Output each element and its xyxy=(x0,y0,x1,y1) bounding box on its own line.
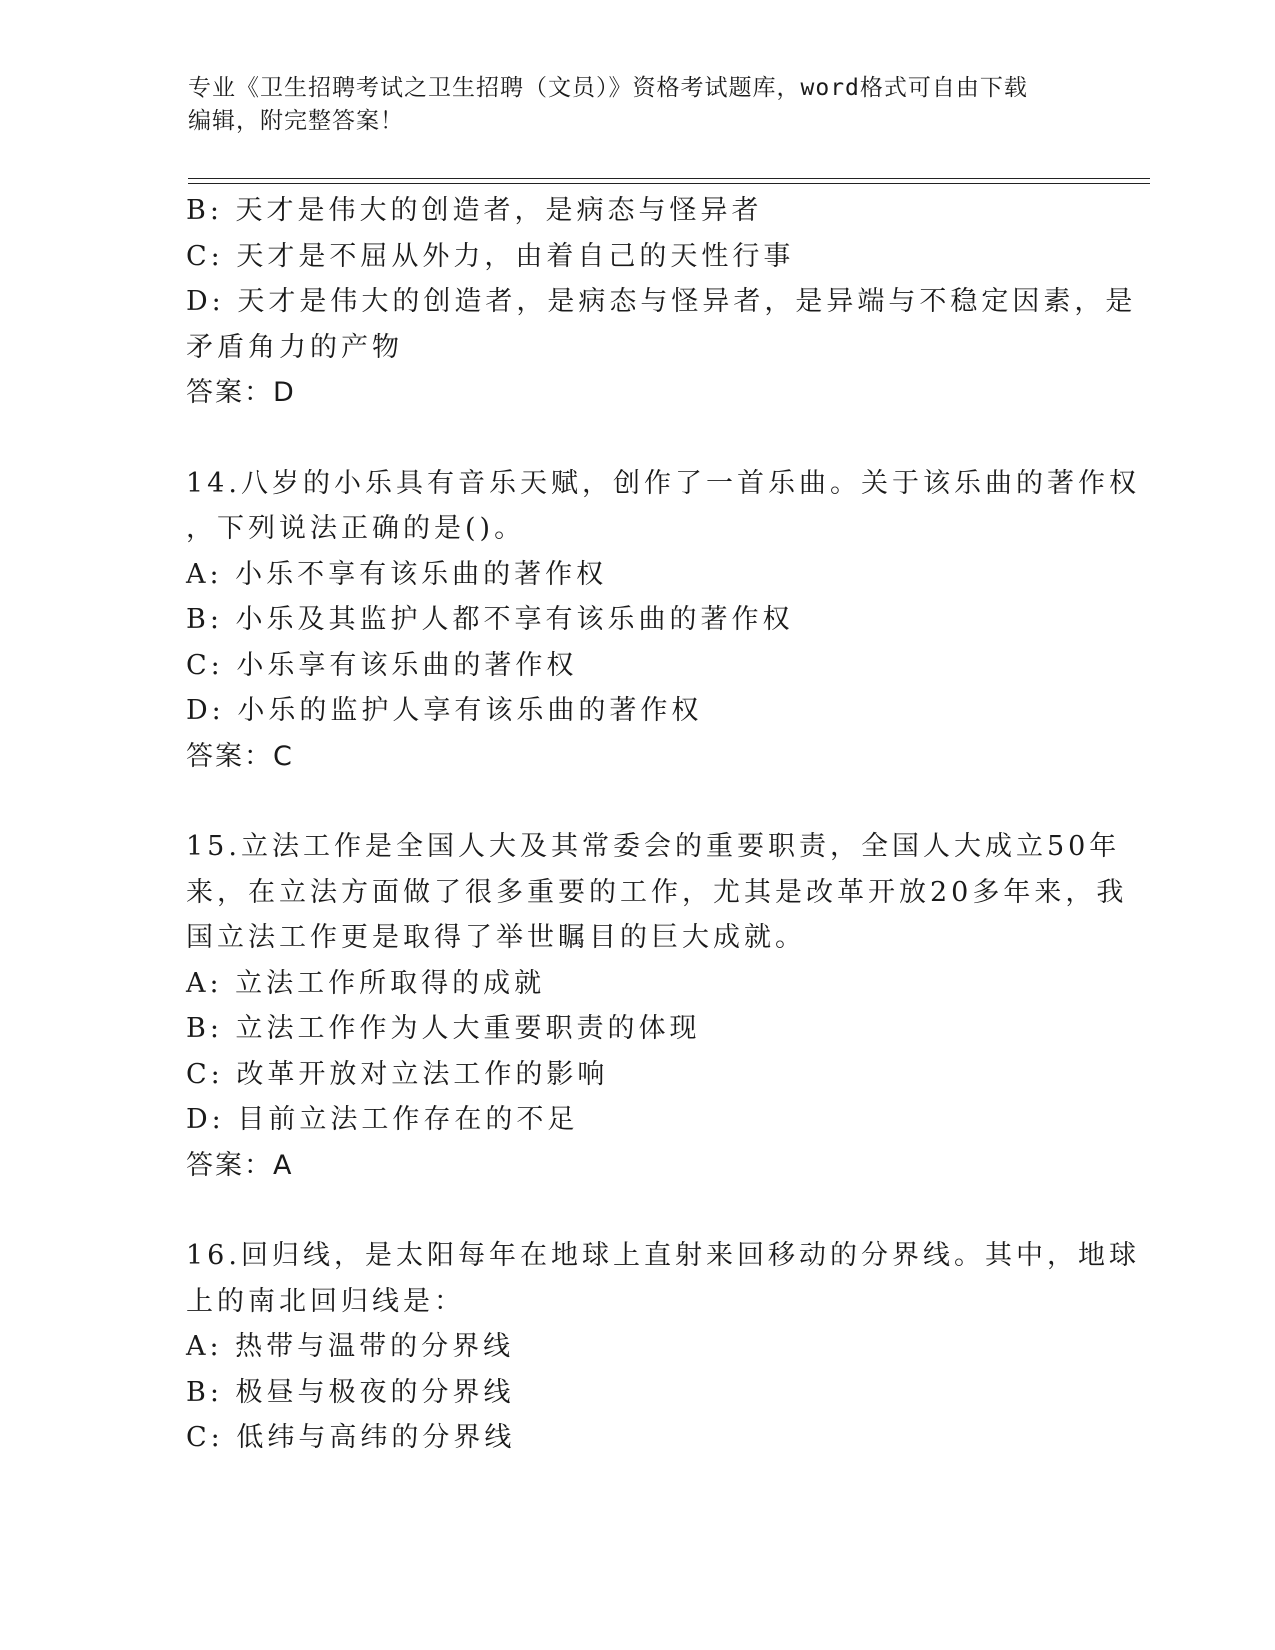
option-b: B: 极昼与极夜的分界线 xyxy=(186,1376,515,1408)
option-d: D: 天才是伟大的创造者，是病态与怪异者，是异端与不稳定因素，是 xyxy=(186,286,1137,317)
document-header xyxy=(188,72,1088,138)
option-c: C: 改革开放对立法工作的影响 xyxy=(186,1058,609,1090)
previous-question-tail xyxy=(186,188,1137,416)
spacer xyxy=(186,779,1066,824)
option-b: B: 天才是伟大的创造者，是病态与怪异者 xyxy=(186,195,763,226)
question-stem: 16.回归线，是太阳每年在地球上直射来回移动的分界线。其中，地球 xyxy=(186,1240,1140,1271)
option-d-continued: 矛盾角力的产物 xyxy=(186,331,403,363)
question-stem: 国立法工作更是取得了举世瞩目的巨大成就。 xyxy=(186,922,806,953)
answer-line: 答案：A xyxy=(186,1149,294,1181)
option-c: C: 小乐享有该乐曲的著作权 xyxy=(186,649,578,681)
question-16 xyxy=(186,1233,1140,1461)
document-body xyxy=(186,188,1140,1461)
answer-line: 答案：C xyxy=(186,740,294,772)
option-a: A: 立法工作所取得的成就 xyxy=(186,967,546,999)
question-14 xyxy=(186,461,1140,780)
question-stem: 15.立法工作是全国人大及其常委会的重要职责，全国人大成立50年 xyxy=(186,831,1121,862)
question-stem: 来，在立法方面做了很多重要的工作，尤其是改革开放20多年来，我 xyxy=(186,876,1128,908)
header-line-2: 编辑，附完整答案！ xyxy=(188,108,404,134)
option-a: A: 热带与温带的分界线 xyxy=(186,1331,515,1362)
option-d: D: 目前立法工作存在的不足 xyxy=(186,1104,579,1135)
option-c: C: 天才是不屈从外力，由着自己的天性行事 xyxy=(186,240,795,272)
spacer xyxy=(186,416,1066,461)
option-c: C: 低纬与高纬的分界线 xyxy=(186,1422,516,1453)
option-d: D: 小乐的监护人享有该乐曲的著作权 xyxy=(186,695,703,726)
question-stem: 上的南北回归线是： xyxy=(186,1285,465,1317)
option-b: B: 小乐及其监护人都不享有该乐曲的著作权 xyxy=(186,604,794,635)
question-15 xyxy=(186,824,1128,1188)
option-a: A: 小乐不享有该乐曲的著作权 xyxy=(186,558,608,590)
spacer xyxy=(186,1188,1066,1233)
answer-line: 答案：D xyxy=(186,377,296,408)
question-stem: 14.八岁的小乐具有音乐天赋，创作了一首乐曲。关于该乐曲的著作权 xyxy=(186,467,1140,499)
header-divider-top xyxy=(188,178,1150,179)
question-stem: ，下列说法正确的是()。 xyxy=(186,513,526,544)
header-divider-bottom xyxy=(188,183,1150,184)
header-line-1: 专业《卫生招聘考试之卫生招聘（文员）》资格考试题库，word格式可自由下载 xyxy=(188,75,1028,101)
option-b: B: 立法工作作为人大重要职责的体现 xyxy=(186,1013,701,1044)
